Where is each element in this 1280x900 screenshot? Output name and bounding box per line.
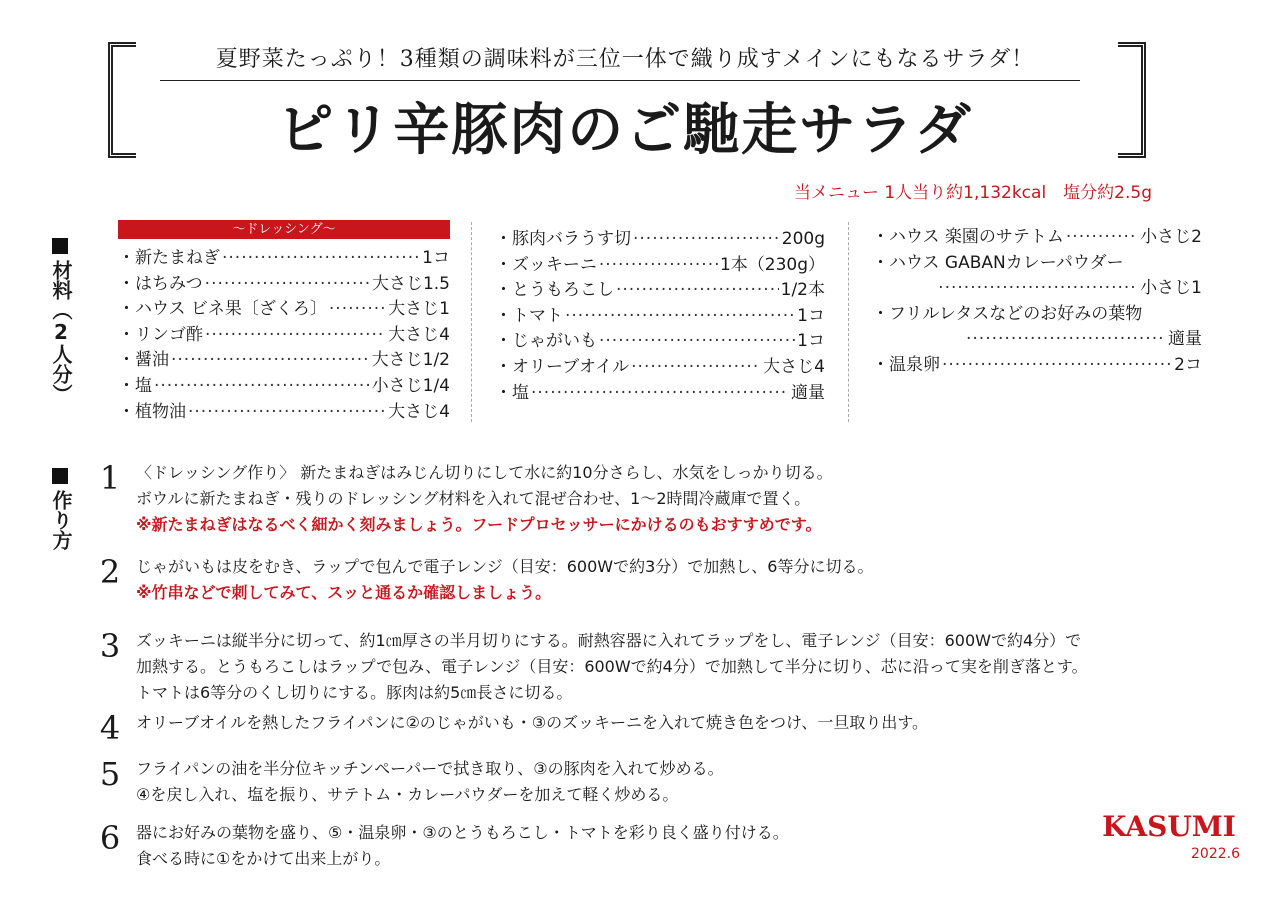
method-step [90,460,833,538]
step-line: 〈ドレッシング作り〉 新たまねぎはみじん切りにして水に約10分さらし、水気をしっかり切る。 [136,463,833,482]
step-line: フライパンの油を半分位キッチンペーパーで拭き取り、③の豚肉を入れて炒める。 [136,759,724,778]
step-text [130,554,873,606]
right-bracket [1118,42,1146,158]
dot-leader [1066,227,1138,247]
method-label: 作り方 [50,466,72,550]
ingredient-name: ・はちみつ [118,273,203,294]
ingredient-row [118,397,450,423]
dot-leader [329,299,386,319]
ingredient-name: ・醤油 [118,350,169,371]
dot-leader [599,331,795,351]
ingredient-row [118,269,450,295]
ingredient-name: ・フリルレタスなどのお好みの葉物 [872,303,1143,324]
ingredient-row [495,326,825,352]
ingredient-amount: 大さじ1.5 [371,273,450,294]
step-number: 5 [99,755,121,793]
ingredient-amount: 大さじ4 [763,356,825,377]
dot-leader [154,376,370,396]
step-number: 6 [99,819,121,857]
ingredient-row [872,273,1202,299]
step-number: 1 [99,459,121,497]
ingredient-amount: 小さじ1/4 [371,375,450,396]
left-bracket [108,42,136,158]
ingredient-row [118,243,450,269]
step-number: 2 [99,553,121,591]
step-line: ズッキーニは縦半分に切って、約1㎝厚さの半月切りにする。耐熱容器に入れてラップをし、電子レンジ（目安：600Wで約4分）で [136,631,1082,650]
ingredient-name: ・豚肉バラうす切 [495,229,631,249]
method-step [90,820,789,872]
step-number: 4 [99,709,121,747]
ingredient-amount: 大さじ4 [388,401,450,422]
ingredient-row [118,371,450,397]
ingredient-name: ・トマト [495,305,563,326]
ingredients-column-seasoning [872,222,1202,376]
ingredient-name: ・オリーブオイル [495,356,630,377]
dot-leader [531,383,789,403]
dot-leader [631,357,761,377]
method-step [90,554,873,606]
ingredients-column-dressing [118,220,450,422]
dot-leader [599,255,718,275]
ingredient-amount: 2コ [1174,354,1202,375]
method-step [90,710,928,746]
step-line: 加熱する。とうもろこしはラップで包み、電子レンジ（目安：600Wで約4分）で加熱して半分に切り、芯に沿って実を削ぎ落とす。 [136,657,1088,676]
ingredient-name: ・ハウス 楽園のサテトム [872,227,1064,247]
ingredient-amount: 1本（230g） [719,254,825,275]
dot-leader [565,306,795,326]
ingredient-name: ・塩 [495,382,529,403]
ingredient-row [495,301,825,327]
step-text [130,820,789,872]
brand-logo: KASUMI [1102,810,1236,843]
issue-date: 2022.6 [1191,846,1240,862]
ingredient-name: ・植物油 [118,401,186,422]
square-bullet-icon [52,468,68,484]
ingredient-row [872,248,1202,274]
ingredient-amount: 1コ [797,305,825,326]
ingredient-row [495,378,825,404]
step-line: 食べる時に①をかけて出来上がり。 [136,849,391,868]
step-tip: ※新たまねぎはなるべく細かく刻みましょう。フードプロセッサーにかけるのもおすすめです。 [136,515,822,534]
dot-leader [188,402,386,422]
dot-leader [966,329,1166,349]
page-title: ピリ辛豚肉のご馳走サラダ [277,97,973,163]
ingredient-row [495,224,825,250]
ingredient-row [872,299,1202,325]
ingredient-amount: 小さじ2 [1140,227,1202,247]
ingredient-row [495,250,825,276]
column-divider [471,222,472,422]
method-step [90,628,1088,706]
ingredient-name: ・温泉卵 [872,354,940,375]
step-line: ④を戻し入れ、塩を振り、サテトム・カレーパウダーを加えて軽く炒める。 [136,785,679,804]
ingredient-amount: 1/2本 [780,280,825,301]
ingredient-name: ・ズッキーニ [495,254,597,275]
dot-leader [205,325,386,345]
ingredient-amount: 小さじ1 [1140,278,1202,299]
ingredient-name: ・ハウス ビネ果〔ざくろ〕 [118,299,327,320]
ingredient-amount: 適量 [791,382,825,403]
step-line: じゃがいもは皮をむき、ラップで包んで電子レンジ（目安：600Wで約3分）で加熱し、6等分に切る。 [136,557,874,576]
ingredient-name: ・新たまねぎ [118,248,220,268]
ingredient-amount: 1コ [797,331,825,352]
ingredient-name: ・じゃがいも [495,331,597,352]
step-number: 3 [99,627,121,665]
dot-leader [938,278,1138,298]
subtitle: 夏野菜たっぷり！3種類の調味料が三位一体で織り成すメインにもなるサラダ！ [215,47,1035,72]
step-line: オリーブオイルを熱したフライパンに②のじゃがいも・③のズッキーニを入れて焼き色をつけ、一旦取り出す。 [136,713,929,732]
ingredient-row [118,345,450,371]
ingredient-name: ・リンゴ酢 [118,324,203,345]
step-tip: ※竹串などで刺してみて、スッと通るか確認しましょう。 [136,583,552,602]
ingredient-row [872,222,1202,248]
ingredient-amount: 1コ [422,248,450,268]
step-text [130,460,833,538]
dot-leader [205,274,370,294]
column-divider [848,222,849,422]
step-line: 器にお好みの葉物を盛り、⑤・温泉卵・③のとうもろこし・トマトを彩り良く盛り付ける。 [136,823,789,842]
ingredient-amount: 適量 [1168,329,1202,350]
ingredients-column-main [495,224,825,403]
dot-leader [171,350,370,370]
ingredient-row [118,294,450,320]
dot-leader [942,355,1172,375]
ingredients-label: 材料（2人分） [50,236,72,404]
ingredient-amount: 大さじ4 [388,324,450,345]
step-line: ボウルに新たまねぎ・残りのドレッシング材料を入れて混ぜ合わせ、1〜2時間冷蔵庫で置く。 [136,489,811,508]
ingredient-row [872,324,1202,350]
ingredient-row [495,352,825,378]
method-step [90,756,724,808]
ingredient-name: ・とうもろこし [495,280,614,301]
dressing-heading: 〜ドレッシング〜 [118,220,450,239]
ingredient-row [118,320,450,346]
dot-leader [616,280,779,300]
title-divider [160,80,1080,81]
ingredient-row [495,275,825,301]
ingredient-row [872,350,1202,376]
ingredient-name: ・ハウス GABANカレーパウダー [872,252,1124,273]
step-text [130,710,928,746]
nutrition-info: 当メニュー 1人当り約1,132kcal 塩分約2.5g [793,183,1152,203]
square-bullet-icon [52,238,68,254]
ingredient-name: ・塩 [118,375,152,396]
step-text [130,628,1088,706]
step-line: トマトは6等分のくし切りにする。豚肉は約5㎝長さに切る。 [136,683,573,702]
ingredient-amount: 200g [781,229,825,249]
ingredient-amount: 大さじ1 [388,299,450,320]
dot-leader [222,248,420,268]
dot-leader [633,229,780,249]
ingredient-amount: 大さじ1/2 [371,350,450,371]
step-text [130,756,724,808]
